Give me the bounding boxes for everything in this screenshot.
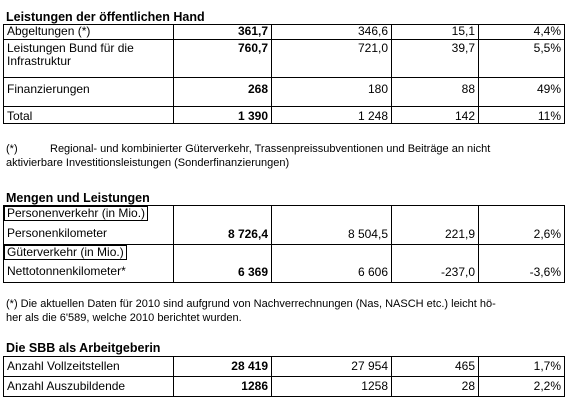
data-note-line2: her als die 6'589, welche 2010 berichtet wurden. bbox=[6, 312, 242, 324]
value-2010: 180 bbox=[272, 78, 392, 107]
row-label: Finanzierungen bbox=[4, 78, 174, 107]
public-funding-table bbox=[3, 24, 565, 124]
row-label: Nettotonnenkilometer* bbox=[7, 264, 126, 278]
value-2010: 1 248 bbox=[272, 107, 392, 124]
value-2011: 361,7 bbox=[174, 25, 272, 40]
row-label: Anzahl Auszubildende bbox=[4, 377, 174, 397]
table-row bbox=[4, 357, 565, 377]
row-label: Total bbox=[4, 107, 174, 124]
value-2010: 1258 bbox=[272, 377, 392, 397]
value-change: 142 bbox=[392, 107, 479, 124]
value-2010: 346,6 bbox=[272, 25, 392, 40]
value-percent: 1,7% bbox=[479, 357, 565, 377]
value-change: 221,9 bbox=[392, 206, 479, 245]
footnote-text-line2: aktivierbare Investitionsleistungen (Sonderfinanzierungen) bbox=[6, 157, 290, 169]
value-percent: 2,6% bbox=[479, 206, 565, 245]
footnote-text-line1: Regional- und kombinierter Güterverkehr, Trassenpreissubventionen und Beiträge an nicht bbox=[50, 143, 491, 155]
value-percent: 49% bbox=[479, 78, 565, 107]
table-row bbox=[4, 78, 565, 107]
value-percent: 11% bbox=[479, 107, 565, 124]
value-percent: -3,6% bbox=[479, 245, 565, 283]
category-caption: Güterverkehr (in Mio.) bbox=[4, 245, 127, 260]
table-row bbox=[4, 107, 565, 124]
value-2011: 268 bbox=[174, 78, 272, 107]
value-change: 28 bbox=[392, 377, 479, 397]
data-note-line1: (*) Die aktuellen Daten für 2010 sind aufgrund von Nachverrechnungen (Nas, NASCH etc.) leicht hö- bbox=[6, 298, 496, 310]
value-change: -237,0 bbox=[392, 245, 479, 283]
row-label-cell bbox=[4, 245, 174, 283]
table-row bbox=[4, 206, 565, 245]
value-2011: 1 390 bbox=[174, 107, 272, 124]
employer-table bbox=[3, 356, 565, 397]
row-label-cell bbox=[4, 206, 174, 245]
value-change: 88 bbox=[392, 78, 479, 107]
table-row bbox=[4, 25, 565, 40]
row-label: Anzahl Vollzeitstellen bbox=[4, 357, 174, 377]
value-2011: 760,7 bbox=[174, 40, 272, 78]
value-2010: 6 606 bbox=[272, 245, 392, 283]
row-label: Personenkilometer bbox=[7, 226, 108, 240]
value-2011: 8 726,4 bbox=[174, 206, 272, 245]
footnote-marker: (*) bbox=[6, 143, 18, 155]
value-2011: 6 369 bbox=[174, 245, 272, 283]
volumes-table bbox=[3, 205, 565, 283]
value-change: 15,1 bbox=[392, 25, 479, 40]
value-2010: 721,0 bbox=[272, 40, 392, 78]
value-2011: 1286 bbox=[174, 377, 272, 397]
value-percent: 4,4% bbox=[479, 25, 565, 40]
value-2011: 28 419 bbox=[174, 357, 272, 377]
section3-title: Die SBB als Arbeitgeberin bbox=[6, 341, 161, 355]
value-percent: 5,5% bbox=[479, 40, 565, 78]
table-row bbox=[4, 377, 565, 397]
table-row bbox=[4, 245, 565, 283]
value-2010: 27 954 bbox=[272, 357, 392, 377]
row-label: Leistungen Bund für die Infrastruktur bbox=[4, 40, 174, 78]
row-label: Abgeltungen (*) bbox=[4, 25, 174, 40]
table-row bbox=[4, 40, 565, 78]
value-change: 465 bbox=[392, 357, 479, 377]
section2-title: Mengen und Leistungen bbox=[6, 191, 150, 205]
section1-title: Leistungen der öffentlichen Hand bbox=[6, 10, 205, 24]
category-caption: Personenverkehr (in Mio.) bbox=[4, 206, 148, 221]
value-2010: 8 504,5 bbox=[272, 206, 392, 245]
value-change: 39,7 bbox=[392, 40, 479, 78]
value-percent: 2,2% bbox=[479, 377, 565, 397]
